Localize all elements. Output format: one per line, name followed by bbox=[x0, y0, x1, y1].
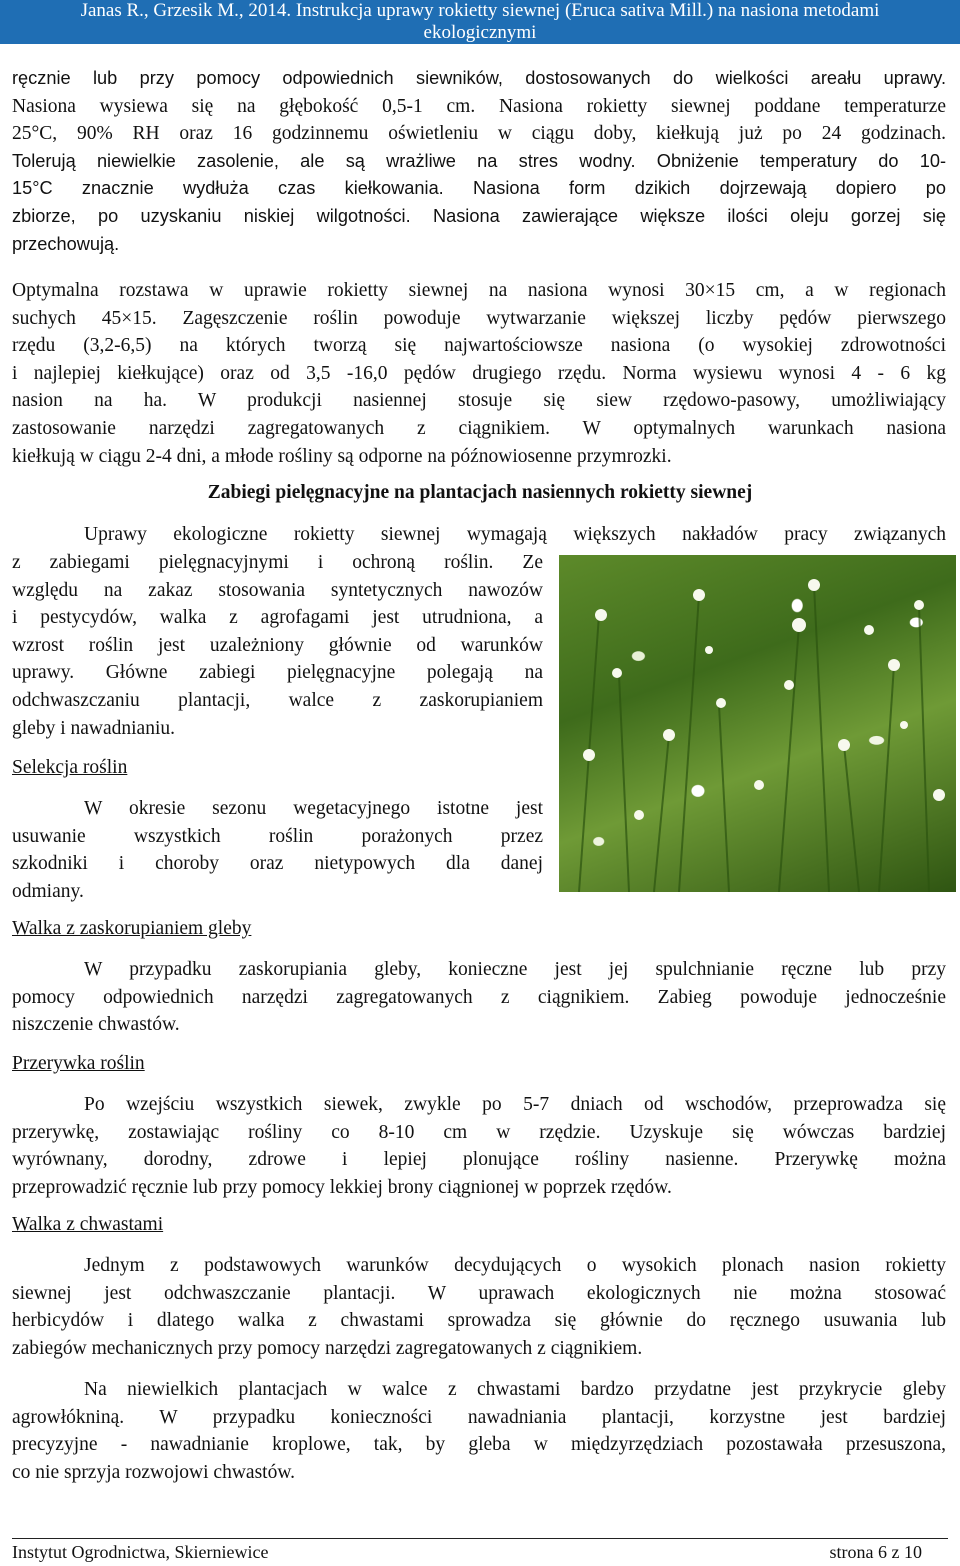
text-line: W okresie sezonu wegetacyjnego istotne jest bbox=[84, 798, 543, 819]
paragraph-weeds bbox=[12, 1252, 946, 1362]
text-line: Optymalna rozstawa w uprawie rokietty siewnej na nasiona wynosi 30×15 cm, a w regionach bbox=[12, 280, 946, 301]
text-line: wzrost roślin jest uzależniony głównie od warunków bbox=[12, 634, 543, 656]
subheading-thinning: Przerywka roślin bbox=[12, 1053, 145, 1074]
text-line: zabiegów mechanicznych przy pomocy narzędzi zagregatowanych z ciągnikiem. bbox=[12, 1337, 643, 1359]
text-line: Tolerują niewielkie zasolenie, ale są wrażliwe na stres wodny. Obniżenie temperatury do 10- bbox=[12, 150, 946, 171]
text-line: przeprowadzić ręcznie lub przy pomocy lekkiej brony ciągnionej w poprzek rzędów. bbox=[12, 1176, 672, 1198]
footer-page-number: strona 6 z 10 bbox=[829, 1542, 922, 1562]
text-line: przechowują. bbox=[12, 233, 120, 254]
text-line: Na niewielkich plantacjach w walce z chwastami bardzo przydatne jest przykrycie gleby bbox=[84, 1379, 946, 1400]
text-line: kiełkują w ciągu 2-4 dni, a młode rośliny są odporne na późnowiosenne przymrozki. bbox=[12, 445, 672, 467]
text-line: niszczenie chwastów. bbox=[12, 1014, 180, 1036]
text-line: 25°C, 90% RH oraz 16 godzinnemu oświetleniu w ciągu doby, kiełkują już po 24 godzinach. bbox=[12, 123, 946, 145]
text-line: rzędu (3,2-6,5) na których tworzą się najwartościowsze nasiona (o wysokiej zdrowotności bbox=[12, 335, 946, 357]
text-line: względu na zakaz stosowania syntetycznych nawozów bbox=[12, 579, 543, 601]
text-line: Jednym z podstawowych warunków decydujących o wysokich plonach nasion rokietty bbox=[84, 1255, 946, 1276]
text-line: zastosowanie narzędzi zagregatowanych z ciągnikiem. W optymalnych warunkach nasiona bbox=[12, 417, 946, 439]
paragraph-thinning bbox=[12, 1091, 946, 1201]
text-line: gleby i nawadnianiu. bbox=[12, 717, 175, 739]
text-line: precyzyjne - nawadnianie kroplowe, tak, by gleba w międzyrzędziach pozostawała przesuszona, bbox=[12, 1434, 946, 1456]
flowering-plants-image bbox=[559, 555, 956, 892]
paragraph-plant-selection bbox=[12, 795, 543, 905]
header-line-2: ekologicznymi bbox=[423, 22, 537, 43]
text-line: zbiorze, po uzyskaniu niskiej wilgotności. Nasiona zawierające większe ilości oleju gorzej się bbox=[12, 205, 946, 226]
text-line: herbicydów i dlatego walka z chwastami sprowadza się głównie do ręcznego usuwania lub bbox=[12, 1310, 946, 1332]
footer-institute: Instytut Ogrodnictwa, Skierniewice bbox=[12, 1542, 269, 1562]
text-line: i pestycydów, walka z agrofagami jest utrudniona, a bbox=[12, 607, 543, 629]
text-line: wyrównany, dorodny, zdrowe i lepiej plonujące rośliny nasienne. Przerywkę można bbox=[12, 1149, 946, 1171]
text-line: Nasiona wysiewa się na głębokość 0,5-1 cm. Nasiona rokietty siewnej poddane temperaturze bbox=[12, 95, 946, 117]
paragraph-spacing bbox=[12, 277, 946, 470]
rocket-plants-photo bbox=[559, 555, 956, 892]
footer-divider bbox=[12, 1538, 948, 1539]
text-line: i najlepiej kiełkujące) oraz od 3,5 -16,0 pędów drugiego rzędu. Norma wysiewu wynosi 4 - 6 kg bbox=[12, 362, 946, 384]
text-line: 15°C znacznie wydłuża czas kiełkowania. Nasiona form dzikich dojrzewają dopiero po bbox=[12, 178, 946, 199]
text-line: przerywkę, zostawiając rośliny co 8-10 cm w rzędzie. Uzyskuje się wówczas bardziej bbox=[12, 1121, 946, 1143]
paragraph-soil-crust bbox=[12, 956, 946, 1039]
text-line: pomocy odpowiednich narzędzi zagregatowanych z ciągnikiem. Zabieg powoduje jednocześnie bbox=[12, 986, 946, 1008]
paragraph-agrotextile bbox=[12, 1376, 946, 1486]
text-line: W przypadku zaskorupiania gleby, konieczne jest jej spulchnianie ręczne lub przy bbox=[84, 959, 946, 980]
text-line: Po wzejściu wszystkich siewek, zwykle po 5-7 dniach od wschodów, przeprowadza się bbox=[84, 1094, 946, 1115]
header-line-1: Janas R., Grzesik M., 2014. Instrukcja uprawy rokietty siewnej (Eruca sativa Mill.) na nasiona metodami bbox=[80, 0, 880, 21]
subheading-weeds: Walka z chwastami bbox=[12, 1214, 164, 1235]
text-line: usuwanie wszystkich roślin porażonych przez bbox=[12, 825, 543, 847]
text-line: nasion na ha. W produkcji nasiennej stosuje się siew rzędowo-pasowy, umożliwiający bbox=[12, 390, 946, 412]
subheading-soil-crust: Walka z zaskorupianiem gleby bbox=[12, 918, 252, 939]
text-line: ręcznie lub przy pomocy odpowiednich siewników, dostosowanych do wielkości areału uprawy. bbox=[12, 68, 946, 88]
section-heading: Zabiegi pielęgnacyjne na plantacjach nasiennych rokietty siewnej bbox=[207, 482, 753, 503]
text-line: suchych 45×15. Zagęszczenie roślin powoduje wytwarzanie większej liczby pędów pierwszego bbox=[12, 307, 946, 329]
text-line: odmiany. bbox=[12, 880, 84, 902]
text-line: siewnej jest odchwaszczanie plantacji. W uprawach ekologicznych nie można stosować bbox=[12, 1282, 946, 1304]
text-line: Uprawy ekologiczne rokietty siewnej wymagają większych nakładów pracy związanych bbox=[84, 524, 946, 545]
subheading-plant-selection: Selekcja roślin bbox=[12, 757, 128, 778]
paragraph-seeding bbox=[12, 65, 946, 258]
text-line: szkodniki i choroby oraz nietypowych dla danej bbox=[12, 853, 543, 875]
intro-first-line bbox=[84, 521, 946, 549]
text-line: co nie sprzyja rozwojowi chwastów. bbox=[12, 1461, 296, 1483]
page-header bbox=[0, 0, 960, 44]
text-line: agrowłókniną. W przypadku konieczności nawadniania plantacji, korzystne jest bardziej bbox=[12, 1406, 946, 1428]
text-line: odchwaszczaniu plantacji, walce z zaskorupianiem bbox=[12, 689, 543, 711]
text-line: uprawy. Główne zabiegi pielęgnacyjne polegają na bbox=[12, 662, 543, 684]
text-line: z zabiegami pielęgnacyjnymi i ochroną roślin. Ze bbox=[12, 552, 543, 573]
intro-paragraph bbox=[12, 549, 543, 742]
